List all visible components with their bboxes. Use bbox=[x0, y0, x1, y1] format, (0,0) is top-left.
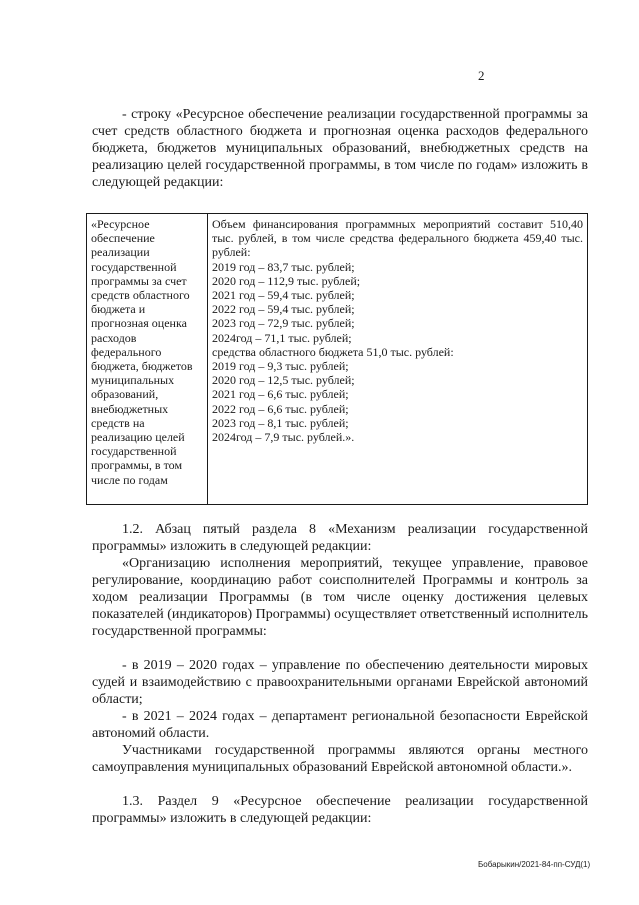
participants-paragraph: Участниками государственной программы являются органы местного самоуправления муниципальных образований Еврейской автономной области.». bbox=[92, 743, 588, 775]
regional-year-line: 2021 год – 6,6 тыс. рублей; bbox=[212, 387, 349, 402]
regional-year-line: 2024год – 7,9 тыс. рублей.». bbox=[212, 430, 355, 445]
resource-table bbox=[86, 213, 588, 505]
regional-year-line: 2019 год – 9,3 тыс. рублей; bbox=[212, 359, 349, 374]
section-1-2: 1.2. Абзац пятый раздела 8 «Механизм реализации государственной программы» изложить в следующей редакции: bbox=[92, 522, 588, 554]
document-footer-code: Бобарыкин/2021-84-пп-СУД(1) bbox=[478, 860, 591, 869]
list-item: - в 2021 – 2024 годах – департамент региональной безопасности Еврейской автономий области. bbox=[92, 709, 588, 741]
list-item: - в 2019 – 2020 годах – управление по обеспечению деятельности мировых судей и взаимодействию с правоохранительными органами Еврейской автономий области; bbox=[92, 658, 588, 707]
page-number: 2 bbox=[478, 68, 485, 83]
intro-paragraph: - строку «Ресурсное обеспечение реализации государственной программы за счет средств областного бюджета и прогнозная оценка расходов федерального бюджета, бюджетов муниципальных образований, внебюджетных средств на реализацию целей государственной программы, в том числе по годам» изложить в следующей редакции: bbox=[92, 107, 588, 190]
federal-year-line: 2024год – 71,1 тыс. рублей; bbox=[212, 330, 352, 345]
organization-paragraph: «Организацию исполнения мероприятий, текущее управление, правовое регулирование, координацию работ соисполнителей Программы и контроль за ходом реализации Программы (в том числе оценку достижения целевых показателей (индикаторов) Программы) осуществляет ответственный исполнитель государственной программы: bbox=[92, 556, 588, 639]
funding-total: Объем финансирования программных мероприятий составит 510,40 тыс. рублей, в том числе средства федерального бюджета 459,40 тыс. рублей: bbox=[212, 217, 586, 260]
federal-year-line: 2023 год – 72,9 тыс. рублей; bbox=[212, 316, 355, 331]
regional-year-line: 2020 год – 12,5 тыс. рублей; bbox=[212, 373, 355, 388]
regional-total: средства областного бюджета 51,0 тыс. рублей: bbox=[212, 344, 454, 359]
section-1-3: 1.3. Раздел 9 «Ресурсное обеспечение реализации государственной программы» изложить в следующей редакции: bbox=[92, 794, 588, 826]
federal-year-line: 2022 год – 59,4 тыс. рублей; bbox=[212, 302, 355, 317]
federal-year-line: 2019 год – 83,7 тыс. рублей; bbox=[212, 259, 355, 274]
table-label-cell: «Ресурсное обеспечение реализации государственной программы за счет средств областного бюджета и прогнозная оценка расходов федерального бюджета, бюджетов муниципальных образований, внебюджетных средств на реализацию целей государственной программы, в том числе по годам bbox=[87, 214, 208, 504]
federal-year-line: 2021 год – 59,4 тыс. рублей; bbox=[212, 288, 355, 303]
regional-year-line: 2023 год – 8,1 тыс. рублей; bbox=[212, 415, 349, 430]
regional-year-line: 2022 год – 6,6 тыс. рублей; bbox=[212, 401, 349, 416]
table-value-cell bbox=[208, 214, 587, 504]
federal-year-line: 2020 год – 112,9 тыс. рублей; bbox=[212, 273, 361, 288]
